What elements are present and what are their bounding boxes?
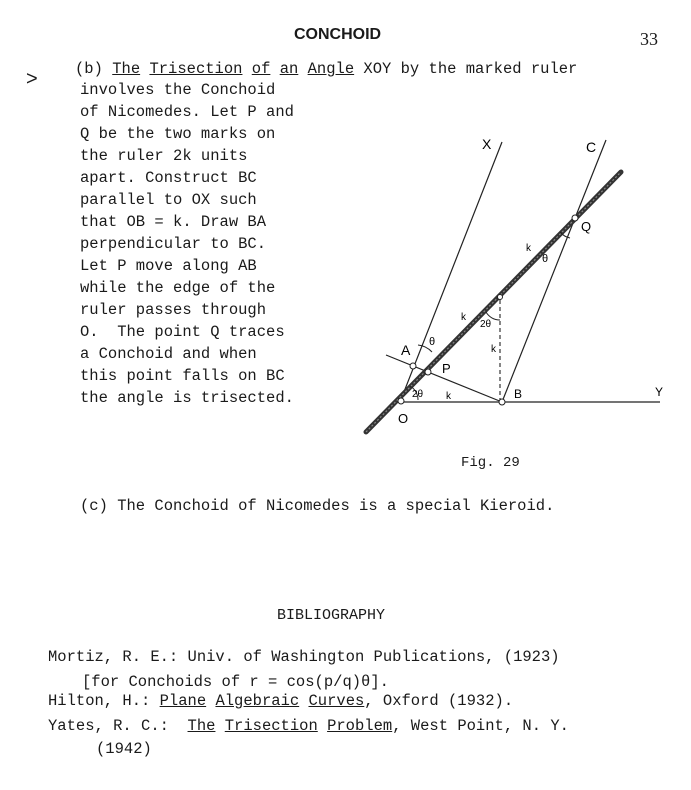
label-b: B <box>514 387 523 401</box>
label-o: O <box>398 411 409 426</box>
body-line: Let P move along AB <box>80 257 257 275</box>
body-line: involves the Conchoid <box>80 81 276 99</box>
label-k: k <box>491 344 496 355</box>
body-line: O. The point Q traces <box>80 323 285 341</box>
figure-caption: Fig. 29 <box>461 455 520 471</box>
bib-entry-1-line-2: [for Conchoids of r = cos(p/q)θ]. <box>82 673 389 691</box>
bib-author: Yates, R. C.: <box>48 717 188 735</box>
bib-entry-1-line-1: Mortiz, R. E.: Univ. of Washington Publications, (1923) <box>48 648 560 666</box>
point-o <box>398 398 404 404</box>
point-a <box>410 363 416 369</box>
body-line: the angle is trisected. <box>80 389 294 407</box>
title-word: of <box>251 60 271 78</box>
body-line: parallel to OX such <box>80 191 257 209</box>
label-x: X <box>482 136 492 152</box>
page-number: 33 <box>640 29 658 49</box>
bib-suffix: , Oxford (1932). <box>364 692 514 710</box>
margin-marker: > <box>26 68 38 90</box>
bib-suffix: , West Point, N. Y. <box>392 717 569 735</box>
label-p: P <box>442 361 451 376</box>
body-line: that OB = k. Draw BA <box>80 213 267 231</box>
bib-entry-2 <box>48 692 513 710</box>
point-q <box>572 215 578 221</box>
label-y: Y <box>655 385 664 399</box>
body-line: Q be the two marks on <box>80 125 276 143</box>
bib-title-word: Algebraic <box>215 692 300 710</box>
bib-entry-3 <box>48 717 569 735</box>
point-mid <box>498 295 503 300</box>
label-theta: θ <box>429 336 436 348</box>
title-word: The <box>112 60 141 78</box>
title-word: Trisection <box>149 60 243 78</box>
line-bc <box>502 140 606 402</box>
body-line: this point falls on BC <box>80 367 285 385</box>
bib-title-word: Curves <box>308 692 365 710</box>
body-line: while the edge of the <box>80 279 276 297</box>
point-p <box>425 369 431 375</box>
body-line: the ruler 2k units <box>80 147 248 165</box>
title-word: an <box>279 60 299 78</box>
label-k: k <box>461 312 466 323</box>
title-suffix: XOY by the marked ruler <box>354 60 578 78</box>
label-q: Q <box>581 219 592 234</box>
item-label: (b) <box>75 60 113 78</box>
label-k: k <box>526 243 531 254</box>
bib-title-word: Problem <box>327 717 393 735</box>
body-line: a Conchoid and when <box>80 345 257 363</box>
point-b <box>499 399 505 405</box>
bib-entry-3-line-2: (1942) <box>96 740 152 758</box>
running-title: CONCHOID <box>294 26 382 43</box>
bib-author: Hilton, H.: <box>48 692 160 710</box>
bib-title-word: Plane <box>159 692 207 710</box>
body-line: ruler passes through <box>80 301 267 319</box>
title-word: Angle <box>307 60 355 78</box>
ray-ox <box>400 142 502 402</box>
body-line: perpendicular to BC. <box>80 235 267 253</box>
bib-title-word: Trisection <box>224 717 318 735</box>
label-theta: θ <box>542 253 549 265</box>
body-line: apart. Construct BC <box>80 169 257 187</box>
label-k: k <box>446 391 451 402</box>
body-line: of Nicomedes. Let P and <box>80 103 294 121</box>
label-2theta: 2θ <box>412 389 424 400</box>
label-a: A <box>401 342 411 358</box>
bibliography-heading: BIBLIOGRAPHY <box>277 607 386 624</box>
label-c: C <box>586 139 597 155</box>
bib-title-word: The <box>187 717 216 735</box>
section-c: (c) The Conchoid of Nicomedes is a special Kieroid. <box>80 497 555 515</box>
label-2theta: 2θ <box>480 319 492 330</box>
